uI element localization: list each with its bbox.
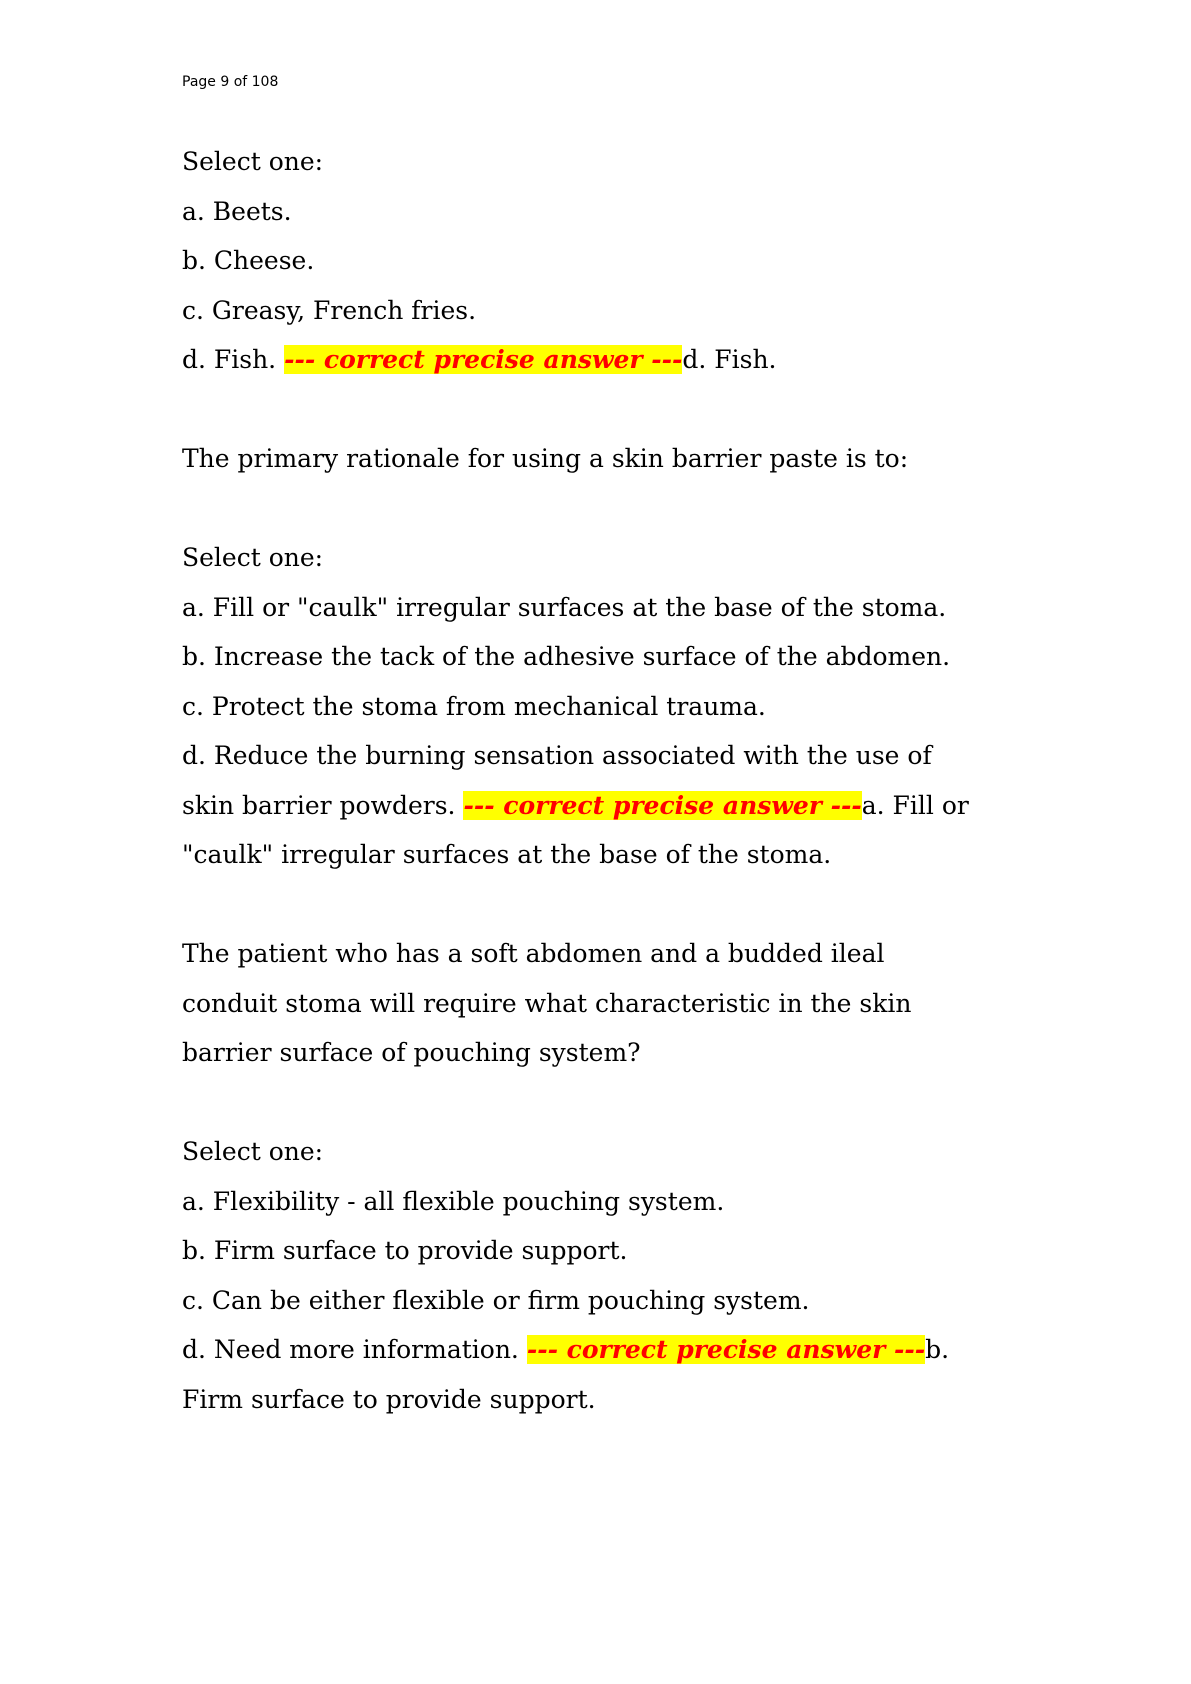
spacer	[182, 880, 1002, 930]
q3-answer-text-cont: Firm surface to provide support.	[182, 1384, 596, 1414]
correct-answer-marker: --- correct precise answer ---	[463, 790, 862, 820]
q3-option-c: c. Can be either flexible or firm pouching system.	[182, 1285, 810, 1315]
q3-option-a: a. Flexibility - all flexible pouching system.	[182, 1186, 725, 1216]
q3-question-line: The patient who has a soft abdomen and a budded ileal	[182, 939, 885, 968]
q2-answer-text-cont: "caulk" irregular surfaces at the base of the stoma.	[182, 840, 832, 869]
q2-option-b: b. Increase the tack of the adhesive surface of the abdomen.	[182, 642, 951, 671]
spacer	[182, 484, 1002, 534]
q3-answer-text: b.	[925, 1335, 950, 1364]
q2-option-c: c. Protect the stoma from mechanical trauma.	[182, 691, 766, 721]
q2-option-d: d. Reduce the burning sensation associated with the use of	[182, 741, 932, 770]
select-one-label: Select one:	[182, 147, 324, 176]
spacer	[182, 385, 1002, 435]
q2-option-a: a. Fill or "caulk" irregular surfaces at the base of the stoma.	[182, 592, 947, 622]
q1-option-b: b. Cheese.	[182, 246, 315, 275]
q1-answer-text: d. Fish.	[682, 345, 777, 374]
correct-answer-marker: --- correct precise answer ---	[526, 1335, 926, 1364]
q1-option-d: d. Fish.	[182, 345, 285, 374]
q3-option-b: b. Firm surface to provide support.	[182, 1236, 628, 1265]
correct-answer-marker: --- correct precise answer ---	[284, 345, 683, 374]
q2-option-d-cont: skin barrier powders.	[182, 790, 464, 820]
q3-question-line: conduit stoma will require what characteristic in the skin	[182, 988, 912, 1018]
q1-option-a: a. Beets.	[182, 196, 292, 226]
page-number: Page 9 of 108	[182, 74, 279, 90]
q2-option-d-cont-line	[182, 781, 1002, 831]
select-one-label: Select one:	[182, 1137, 324, 1166]
q1-option-d-line	[182, 335, 1002, 385]
spacer	[182, 1078, 1002, 1128]
q2-answer-text: a. Fill or	[861, 790, 969, 820]
quiz-content	[182, 137, 1002, 1424]
q3-option-d: d. Need more information.	[182, 1335, 527, 1364]
q3-question-line: barrier surface of pouching system?	[182, 1038, 641, 1067]
select-one-label: Select one:	[182, 543, 324, 572]
q3-option-d-line	[182, 1325, 1002, 1375]
q2-question: The primary rationale for using a skin barrier paste is to:	[182, 444, 909, 473]
q1-option-c: c. Greasy, French fries.	[182, 295, 477, 325]
